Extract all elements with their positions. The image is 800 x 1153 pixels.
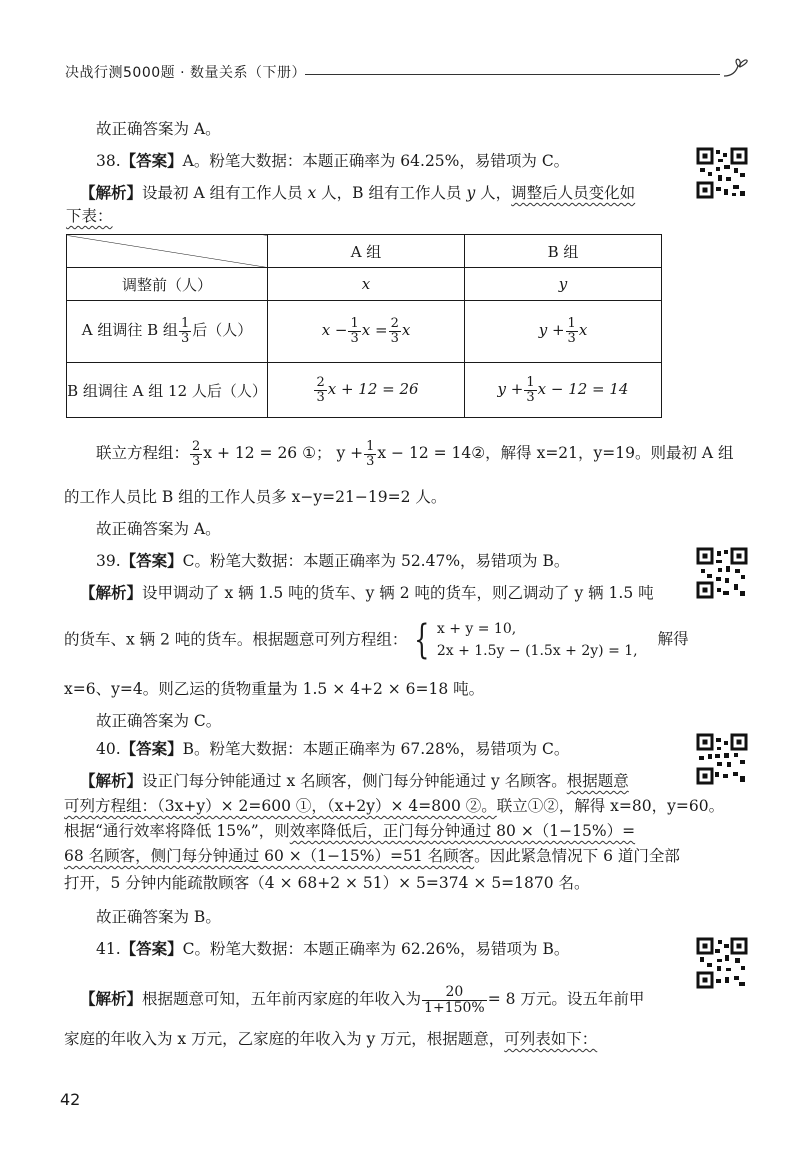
analysis-tag: 【解析】 xyxy=(80,989,143,1009)
q38-answer-text: A。粉笔大数据：本题正确率为 64.25%，易错项为 C。 xyxy=(182,152,570,170)
table-header-a: A 组 xyxy=(268,235,465,268)
q39-answer: 39.【答案】C。粉笔大数据：本题正确率为 52.47%，易错项为 B。 xyxy=(96,551,570,570)
q41-analysis-line1: 【解析】根据题意可知，五年前丙家庭的年收入为 $\frac{20}{1+150\%}$ = 8 万元。设五年前甲 xyxy=(80,984,645,1016)
fraction: $\frac{20}{1+150\%}$ xyxy=(424,984,485,1016)
q41-answer: 41.【答案】C。粉笔大数据：本题正确率为 62.26%，易错项为 B。 xyxy=(96,939,570,958)
table-row3-b: y + $\frac{1}{3}$ x − 12 = 14 xyxy=(465,363,662,418)
q38-solve-line1: 联立方程组： $\frac{2}{3}$ x + 12 = 26 ①； y + $\frac{1}{3}$ x − 12 = 14②，解得 x=21，y=19。则最初 A 组 xyxy=(96,439,734,469)
q40-analysis-line4: 68 名顾客，侧门每分钟通过 60 ×（1−15%）=51 名顾客。因此紧急情况下 6 道门全部 xyxy=(64,847,680,865)
qr-code-icon[interactable] xyxy=(696,937,748,989)
q40-analysis-line2: 可列方程组：（3x+y）× 2=600 ①，（x+2y）× 4=800 ②。联立①②，解得 x=80，y=60。 xyxy=(64,797,725,815)
qr-code-icon[interactable] xyxy=(696,147,748,199)
table-row1-a: x xyxy=(268,268,465,301)
q39-analysis-line2: 的货车、x 辆 2 吨的货车。根据题意可列方程组： { x + y = 10, 2x + 1.5y − (1.5x + 2y) = 1, 解得 xyxy=(64,617,689,664)
table-row3-a: $\frac{2}{3}$ x + 12 = 26 xyxy=(268,363,465,418)
header-divider xyxy=(305,74,720,75)
fraction: $\frac{2}{3}$ xyxy=(192,439,201,469)
analysis-tag: 【解析】 xyxy=(80,183,143,202)
sprout-icon xyxy=(722,54,758,88)
fraction: $\frac{1}{3}$ xyxy=(350,316,359,346)
answer-tag: 【答案】 xyxy=(120,551,183,570)
q38-answer xyxy=(96,152,569,171)
fraction: $\frac{2}{3}$ xyxy=(316,374,325,405)
q38-number: 38. xyxy=(96,152,121,170)
q40-analysis-line5: 打开，5 分钟内能疏散顾客（4 × 68+2 × 51）× 5=374 × 5=1870 名。 xyxy=(64,874,590,892)
q40-conclusion: 故正确答案为 B。 xyxy=(96,908,221,926)
table-row2-a: x − $\frac{1}{3}$ x = $\frac{2}{3}$ x xyxy=(268,301,465,363)
table-row2-b: y + $\frac{1}{3}$ x xyxy=(465,301,662,363)
q40-answer: 40.【答案】B。粉笔大数据：本题正确率为 67.28%，易错项为 C。 xyxy=(96,739,570,758)
q38-solve-line2: 的工作人员比 B 组的工作人员多 x−y=21−19=2 人。 xyxy=(64,488,447,506)
answer-tag: 【答案】 xyxy=(120,939,183,958)
table-row1-b: y xyxy=(465,268,662,301)
q38-analysis-line2: 下表： xyxy=(66,207,113,225)
table-row1-label: 调整前（人） xyxy=(67,268,268,301)
qr-code-icon[interactable] xyxy=(696,547,748,599)
q40-analysis-line3: 根据“通行效率将降低 15%”，则效率降低后，正门每分钟通过 80 ×（1−15%）= xyxy=(64,822,636,840)
analysis-tag: 【解析】 xyxy=(80,771,143,790)
q38-table xyxy=(66,234,662,418)
analysis-tag: 【解析】 xyxy=(80,583,143,602)
q37-conclusion: 故正确答案为 A。 xyxy=(96,120,221,138)
fraction: $\frac{1}{3}$ xyxy=(526,374,535,405)
q38-conclusion: 故正确答案为 A。 xyxy=(96,520,221,538)
table-row2-label: A 组调往 B 组 $\frac{1}{3}$ 后（人） xyxy=(67,301,268,363)
table-corner-cell xyxy=(67,235,268,268)
q40-analysis-line1: 【解析】设正门每分钟能通过 x 名顾客，侧门每分钟能通过 y 名顾客。根据题意 xyxy=(80,771,629,790)
q39-conclusion: 故正确答案为 C。 xyxy=(96,712,222,730)
table-row3-label: B 组调往 A 组 12 人后（人） xyxy=(67,363,268,418)
page-number: 42 xyxy=(60,1090,81,1109)
brace: { xyxy=(414,617,430,664)
answer-tag: 【答案】 xyxy=(120,739,183,758)
fraction: $\frac{1}{3}$ xyxy=(180,316,190,346)
answer-tag: 【答案】 xyxy=(120,151,183,170)
table-header-b: B 组 xyxy=(465,235,662,268)
q41-analysis-line2: 家庭的年收入为 x 万元，乙家庭的年收入为 y 万元，根据题意，可列表如下： xyxy=(64,1030,598,1048)
fraction: $\frac{2}{3}$ xyxy=(390,316,399,346)
fraction: $\frac{1}{3}$ xyxy=(366,439,375,469)
fraction: $\frac{1}{3}$ xyxy=(567,316,576,346)
qr-code-icon[interactable] xyxy=(696,733,748,785)
q39-analysis-line1: 【解析】设甲调动了 x 辆 1.5 吨的货车、y 辆 2 吨的货车，则乙调动了 y 辆 1.5 吨 xyxy=(80,583,654,602)
wavy-underline-text: 调整后人员变化如 xyxy=(511,184,636,202)
running-header-title: 决战行测5000题 · 数量关系（下册） xyxy=(65,65,306,81)
equation-system: x + y = 10, 2x + 1.5y − (1.5x + 2y) = 1, xyxy=(436,621,638,660)
q39-analysis-line3: x=6、y=4。则乙运的货物重量为 1.5 × 4+2 × 6=18 吨。 xyxy=(64,680,485,698)
q38-analysis-line1: 【解析】设最初 A 组有工作人员 x 人，B 组有工作人员 y 人，调整后人员变化如 xyxy=(80,183,636,202)
